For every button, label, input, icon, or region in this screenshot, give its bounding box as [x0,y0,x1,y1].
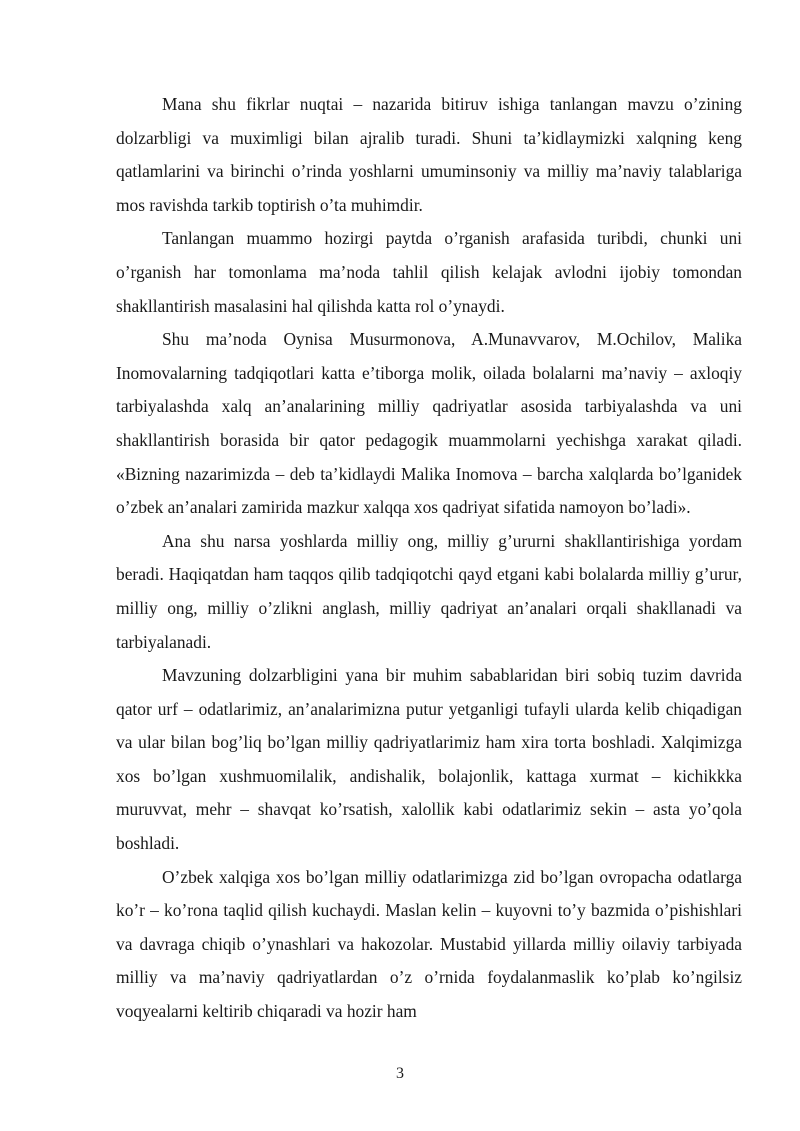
page-number: 3 [396,1065,404,1082]
paragraph: Shu ma’noda Oynisa Musurmonova, A.Munavvarov, M.Ochilov, Malika Inomovalarning tadqiqotlari katta e’tiborga molik, oilada bolalarni ma’naviy – axloqiy tarbiyalashda xalq an’analarining milliy qadriyatlar asosida tarbiyalashda va uni shakllantirish borasida bir qator pedagogik muammolarni yechishga xarakat qiladi. «Bizning nazarimizda – deb ta’kidlaydi Malika Inomova – barcha xalqlarda bo’lganidek o’zbek an’analari zamirida mazkur xalqqa xos qadriyat sifatida namoyon bo’ladi». [116,329,742,518]
paragraph: Tanlangan muammo hozirgi paytda o’rganish arafasida turibdi, chunki uni o’rganish har tomonlama ma’noda tahlil qilish kelajak avlodni ijobiy tomondan shakllantirish masalasini hal qilishda katta rol o’ynaydi. [116,228,742,316]
document-body [116,88,742,1029]
paragraph: O’zbek xalqiga xos bo’lgan milliy odatlarimizga zid bo’lgan ovropacha odatlarga ko’r – ko’rona taqlid qilish kuchaydi. Maslan kelin – kuyovni to’y bazmida o’pishishlari va davraga chiqib o’ynashlari va hakozolar. Mustabid yillarda milliy oilaviy tarbiyada milliy va ma’naviy qadriyatlardan o’z o’rnida foydalanmaslik ko’plab ko’ngilsiz voqyealarni keltirib chiqaradi va hozir ham [116,866,742,1022]
paragraph: Mana shu fikrlar nuqtai – nazarida bitiruv ishiga tanlangan mavzu o’zining dolzarbligi va muximligi bilan ajralib turadi. Shuni ta’kidlaymizki xalqning keng qatlamlarini va birinchi o’rinda yoshlarni umuminsoniy va milliy ma’naviy talablariga mos ravishda tarkib toptirish o’ta muhimdir. [116,94,742,215]
paragraph: Mavzuning dolzarbligini yana bir muhim sabablaridan biri sobiq tuzim davrida qator urf – odatlarimiz, an’analarimizna putur yetganligi tufayli ularda kelib chiqadigan va ular bilan bog’liq bo’lgan milliy qadriyatlarimiz ham xira torta boshladi. Xalqimizga xos bo’lgan xushmuomilalik, andishalik, bolajonlik, kattaga xurmat – kichikkka muruvvat, mehr – shavqat ko’rsatish, xalollik kabi odatlarimiz sekin – asta yo’qola boshladi. [116,665,742,854]
paragraph: Ana shu narsa yoshlarda milliy ong, milliy g’ururni shakllantirishiga yordam beradi. Haqiqatdan ham taqqos qilib tadqiqotchi qayd etgani kabi bolalarda milliy g’urur, milliy ong, milliy o’zlikni anglash, milliy qadriyat an’analari orqali shakllanadi va tarbiyalanadi. [116,530,742,652]
